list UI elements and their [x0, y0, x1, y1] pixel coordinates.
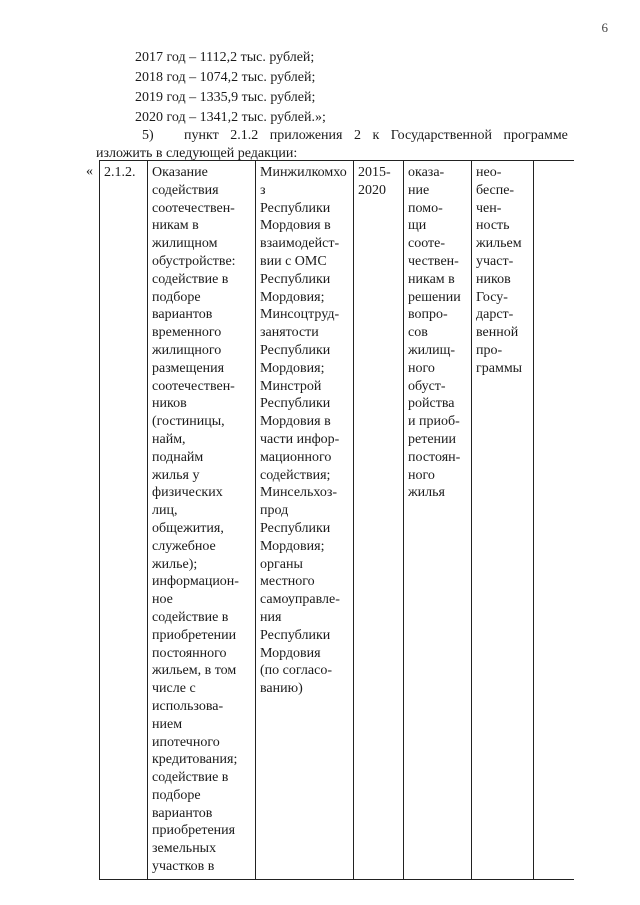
cell-line: временного	[152, 325, 222, 341]
cell-line: ипотечного	[152, 734, 220, 750]
cell-line: Республики	[260, 396, 331, 412]
cell-line: обуст-	[408, 378, 446, 394]
cell-line: кредитования;	[152, 752, 238, 768]
cell-line: содействия	[152, 182, 219, 198]
cell-line: приобретения	[152, 823, 236, 839]
cell-line: взаимодейст-	[260, 236, 340, 252]
cell-line: содействие в	[152, 770, 229, 786]
cell-line: Республики	[260, 627, 331, 643]
cell-line: оказа-	[408, 165, 445, 180]
cell-line: Минсоцтруд-	[260, 307, 340, 323]
cell-line: органы	[260, 556, 303, 572]
cell-line: жилье);	[152, 556, 198, 572]
cell-line: Республики	[260, 520, 331, 536]
cell-risk	[472, 161, 534, 880]
cell-line: лиц,	[152, 503, 178, 519]
cell-line: 2020	[358, 182, 386, 198]
cell-line: ройства	[408, 396, 455, 412]
cell-line: Минстрой	[260, 378, 322, 394]
cell-line: вариантов	[152, 805, 213, 821]
amount-line: 2018 год – 1074,2 тыс. рублей;	[135, 70, 316, 85]
table-row	[100, 161, 574, 880]
cell-line: земельных	[152, 841, 217, 857]
cell-line: нео-	[476, 165, 502, 180]
page-number: 6	[601, 20, 608, 35]
cell-line: обустройстве:	[152, 253, 236, 269]
cell-line: ванию)	[260, 681, 303, 697]
cell-line: поднайм	[152, 449, 204, 465]
item-text: пункт 2.1.2 приложения 2 к Государственной программе	[184, 128, 568, 143]
cell-line: вопро-	[408, 307, 448, 323]
cell-line: (по согласо-	[260, 663, 332, 679]
cell-line: постоян-	[408, 449, 461, 465]
cell-line: соотечествен-	[152, 200, 235, 216]
cell-line: сооте-	[408, 236, 446, 252]
cell-line: занятости	[260, 325, 319, 341]
cell-line: общежития,	[152, 520, 224, 536]
cell-line: Мордовия в	[260, 414, 331, 430]
amount-line: 2017 год – 1112,2 тыс. рублей;	[135, 50, 315, 65]
cell-line: Мордовия	[260, 645, 321, 661]
amount-line: 2020 год – 1341,2 тыс. рублей.»;	[135, 110, 326, 125]
cell-line: и приоб-	[408, 414, 460, 430]
cell-line: Республики	[260, 342, 331, 358]
cell-line: части инфор-	[260, 431, 340, 447]
cell-description	[148, 161, 256, 880]
cell-line: подборе	[152, 289, 201, 305]
funding-amounts	[135, 48, 326, 128]
cell-line: чествен-	[408, 253, 459, 269]
cell-line: ников	[476, 271, 511, 287]
result-lines	[408, 164, 467, 502]
cell-line: чен-	[476, 200, 502, 216]
cell-line: Оказание	[152, 165, 208, 180]
period-lines	[358, 164, 399, 200]
cell-executors	[256, 161, 354, 880]
cell-line: венной	[476, 325, 519, 341]
item-number: 5)	[142, 128, 154, 143]
cell-line: числе с	[152, 681, 196, 697]
cell-line: жильем, в том	[152, 663, 237, 679]
cell-line: ния	[260, 609, 282, 625]
cell-line: жилья у	[152, 467, 200, 483]
cell-line: ние	[408, 182, 430, 198]
cell-line: решении	[408, 289, 461, 305]
cell-line: Мордовия;	[260, 538, 325, 554]
cell-line: соотечествен-	[152, 378, 235, 394]
cell-line: щи	[408, 218, 427, 234]
cell-line: содействие в	[152, 271, 229, 287]
cell-line: Госу-	[476, 289, 508, 305]
cell-line: участков в	[152, 859, 215, 875]
cell-line: жильем	[476, 236, 522, 252]
cell-line: содействие в	[152, 609, 229, 625]
cell-line: информацион-	[152, 574, 239, 590]
cell-line: граммы	[476, 360, 523, 376]
cell-line: вии с ОМС	[260, 253, 327, 269]
executors-lines	[260, 164, 349, 698]
cell-line: ников	[152, 396, 187, 412]
cell-line: участ-	[476, 253, 514, 269]
cell-line: вариантов	[152, 307, 213, 323]
cell-line: про-	[476, 342, 503, 358]
description-lines	[152, 164, 251, 876]
opening-quote: «	[86, 164, 93, 179]
amendment-item	[142, 128, 568, 144]
cell-line: нием	[152, 716, 183, 732]
cell-line: постоянного	[152, 645, 227, 661]
cell-line: Республики	[260, 271, 331, 287]
cell-line: мационного	[260, 449, 332, 465]
cell-line: 2015-	[358, 165, 391, 180]
program-table	[99, 160, 574, 880]
cell-line: жилья	[408, 485, 445, 501]
cell-line: ного	[408, 467, 435, 483]
cell-line: жилищном	[152, 236, 218, 252]
cell-line: сов	[408, 325, 428, 341]
cell-line: (гостиницы,	[152, 414, 225, 430]
cell-line: Минжилкомхоз	[260, 165, 347, 198]
cell-line: самоуправле-	[260, 592, 340, 608]
cell-line: найм,	[152, 431, 186, 447]
cell-line: использова-	[152, 698, 224, 714]
cell-line: служебное	[152, 538, 216, 554]
cell-line: местного	[260, 574, 315, 590]
cell-code: 2.1.2.	[100, 161, 148, 880]
cell-line: Мордовия в	[260, 218, 331, 234]
cell-period	[354, 161, 404, 880]
cell-line: жилищного	[152, 342, 222, 358]
cell-line: ного	[408, 360, 435, 376]
cell-line: Мордовия;	[260, 289, 325, 305]
cell-line: дарст-	[476, 307, 514, 323]
cell-line: помо-	[408, 200, 443, 216]
cell-line: физических	[152, 485, 223, 501]
cell-line: никам в	[408, 271, 455, 287]
cell-line: подборе	[152, 787, 201, 803]
cell-line: жилищ-	[408, 342, 456, 358]
cell-line: содействия;	[260, 467, 331, 483]
cell-line: никам в	[152, 218, 199, 234]
cell-line: ное	[152, 592, 173, 608]
cell-line: Республики	[260, 200, 331, 216]
cell-line: размещения	[152, 360, 225, 376]
cell-line: ность	[476, 218, 510, 234]
cell-line: Минсельхоз-	[260, 485, 338, 501]
item-continuation: изложить в следующей редакции:	[96, 146, 298, 161]
risk-lines	[476, 164, 529, 378]
cell-extra	[534, 161, 574, 880]
cell-line: Мордовия;	[260, 360, 325, 376]
cell-line: приобретении	[152, 627, 237, 643]
cell-line: ретении	[408, 431, 457, 447]
cell-line: прод	[260, 503, 289, 519]
amount-line: 2019 год – 1335,9 тыс. рублей;	[135, 90, 316, 105]
cell-line: беспе-	[476, 182, 515, 198]
cell-result	[404, 161, 472, 880]
